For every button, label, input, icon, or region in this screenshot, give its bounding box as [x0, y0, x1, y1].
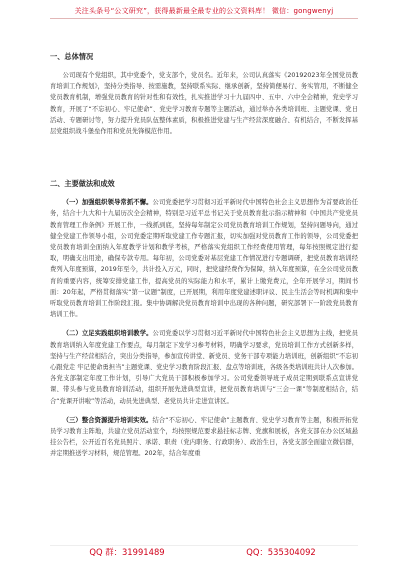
practice-item-1-heading: （一）加强组织领导常抓不懈。: [62, 199, 153, 207]
footer-qq-contact: QQ：535304092: [246, 547, 316, 557]
practice-item-2: [50, 328, 358, 406]
top-banner: 关注头条号“公文研究”，获得最新最全最专业的公文资料库！ 微信：gongwenyj: [74, 7, 334, 15]
section-title-overview: 一、总体情况: [50, 52, 94, 61]
footer-qq-group: QQ 群：31991489: [89, 547, 165, 557]
overview-paragraph: 公司现有个党组织，其中党委个，党支部个，党员名。近年来，公司认真落实《20192023年全国党员教育培训工作规划》，坚持分类指导、按需施教，坚持联系实际、继承创新，坚持简便易行、务实管用，不断健全党员教育机制，增强党员教育的针对性和有效性，扎实推进学习十九届四中、五中、六中全会精神，党史学习教育，开展了“不忘初心、牢记使命”、党史学习教育专题等主题活动，通过举办各类培训班、主题党课、党日活动、专题研讨等，努力提升党员队伍整体素质，积极推进党建与生产经营深度融合、有机结合，不断发挥基层党组织战斗堡垒作用和党员先锋模范作用。: [50, 72, 358, 136]
section-title-practices: 二、主要做法和成效: [50, 179, 115, 189]
document-body: [50, 26, 358, 460]
practice-item-3: [50, 415, 358, 460]
practice-item-1-text: 公司党委把学习贯彻习近平新时代中国特色社会主义思想作为首要政治任务，结合十九大和十九届历次全会精神，特别是习近平总书记关于党员教育批示指示精神和《中国共产党党员教育管理工作条例》开展工作，一线抓到底，坚持每年制定公司党员教育培训工作规划，坚持问题导向，通过健全党建工作领导小组，公司党委定期听取党建工作专题汇报，切实加强对党员教育工作的领导，公司党委把党员教育培训全面纳入年度教学计划和教学考核，严格落实党组织工作经费使用管理，每年按照规定进行提取，明确支出用途，确保专款专用。每年初，公司党委对基层党建工作情况进行专题调研，把党员教育培训经费列入年度预算，2019年至今，共计投入万元，同时，把党建经费作为保障，纳入年度预算，在全公司党员教育的重要内容，统筹安排党建工作，提高党员的实际能力和水平，累计上缴党费元，全年开展学习，期间书面：20年起，严格贯彻落实“第一议题”制度，已开展期，利用年度党建述职评议、民主生活会等时机调和集中听取党员教育培训工作阶段汇报。集中协调解决党员教育培训中出现的各种问题，研究部署下一阶段党员教育培训工作。: [50, 199, 359, 319]
practice-item-2-heading: （二）立足实践组织培训教学。: [62, 330, 153, 338]
footer: [50, 546, 358, 558]
practice-item-2-text: 公司党委以学习贯彻习近平新时代中国特色社会主义思想为主线，把党员教育培训纳入年度党建工作要点，每月制定下发学习参考材料，明确学习要求，党员培训工作方式创新多样，坚持与生产经营相结合，突出分类指导，参加宣传讲堂、新党员、党务干部专项能力培训班，创新组织“不忘初心跟党走 牢记使命勇担当”主题党课、党史学习教育阶段汇报、盘点等培训班，各级各类培训班共计人次参加。各党支部制定年度工作计划，引导广大党员干部积极参加学习。公司党委领导班子成员定期到联系点宣讲党课、带头参与党员教育培训活动，组织开展先进典型宣讲，把党员教育培训与“三会一课”等制度相结合，结合“党课开讲啦”等活动，动员先进典型、老党员共计走进宣讲区。: [50, 330, 359, 405]
practice-item-3-heading: （三）整合资源提升培训实效。: [62, 416, 153, 424]
top-divider: [50, 18, 358, 19]
practice-item-3-text: 结合“不忘初心、牢记使命”主题教育、党史学习教育等主题，积极开拓党员学习教育主阵地，共建立党员活动室个，均按照规范要求悬挂标志牌、党旗和展板，各党支部在办公区域悬挂公告栏，公开近百名党员照片、承诺、职责（党内职务、行政职务）、政治生日，各党支部全面建立微信群，并定期推送学习材料，规范管理。202年，结合年度重: [50, 416, 359, 458]
practice-item-1: [50, 197, 358, 320]
